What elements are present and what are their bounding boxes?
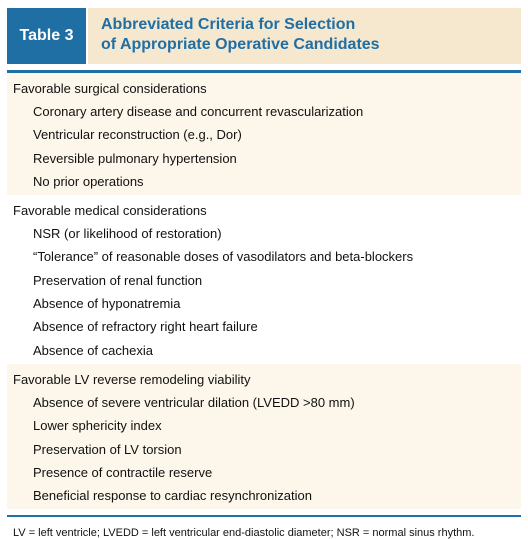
list-item: Preservation of renal function [33,272,203,288]
section-heading: Favorable LV reverse remodeling viability [13,371,251,387]
table-header [7,8,521,64]
list-item: NSR (or likelihood of restoration) [33,226,222,242]
table-number-tag: Table 3 [7,8,86,64]
list-item: Absence of refractory right heart failure [33,319,258,335]
list-item: No prior operations [33,173,144,189]
list-item: Lower sphericity index [33,418,162,434]
list-item: Reversible pulmonary hypertension [33,150,237,166]
table-title [86,8,521,64]
section-surgical [7,73,521,195]
section-heading: Favorable medical considerations [13,203,207,219]
list-item: Beneficial response to cardiac resynchronization [33,488,312,504]
list-item: “Tolerance” of reasonable doses of vasodilators and beta-blockers [33,249,414,265]
table-title-line-2: of Appropriate Operative Candidates [101,36,380,53]
section-heading: Favorable surgical considerations [13,81,207,96]
list-item: Absence of hyponatremia [33,296,181,312]
list-item: Coronary artery disease and concurrent revascularization [33,104,364,119]
section-medical [7,195,521,364]
list-item: Absence of severe ventricular dilation (LVEDD >80 mm) [33,394,355,410]
list-item: Presence of contractile reserve [33,464,213,480]
criteria-table [7,8,521,539]
table-footnote: LV = left ventricle; LVEDD = left ventricular end-diastolic diameter; NSR = normal sinus rhythm. [13,527,475,539]
section-lv-remodeling [7,364,521,509]
table-title-line-1: Abbreviated Criteria for Selection [101,16,356,33]
footer-divider [7,515,521,517]
list-item: Ventricular reconstruction (e.g., Dor) [33,127,242,143]
list-item: Preservation of LV torsion [33,441,182,457]
list-item: Absence of cachexia [33,342,153,358]
